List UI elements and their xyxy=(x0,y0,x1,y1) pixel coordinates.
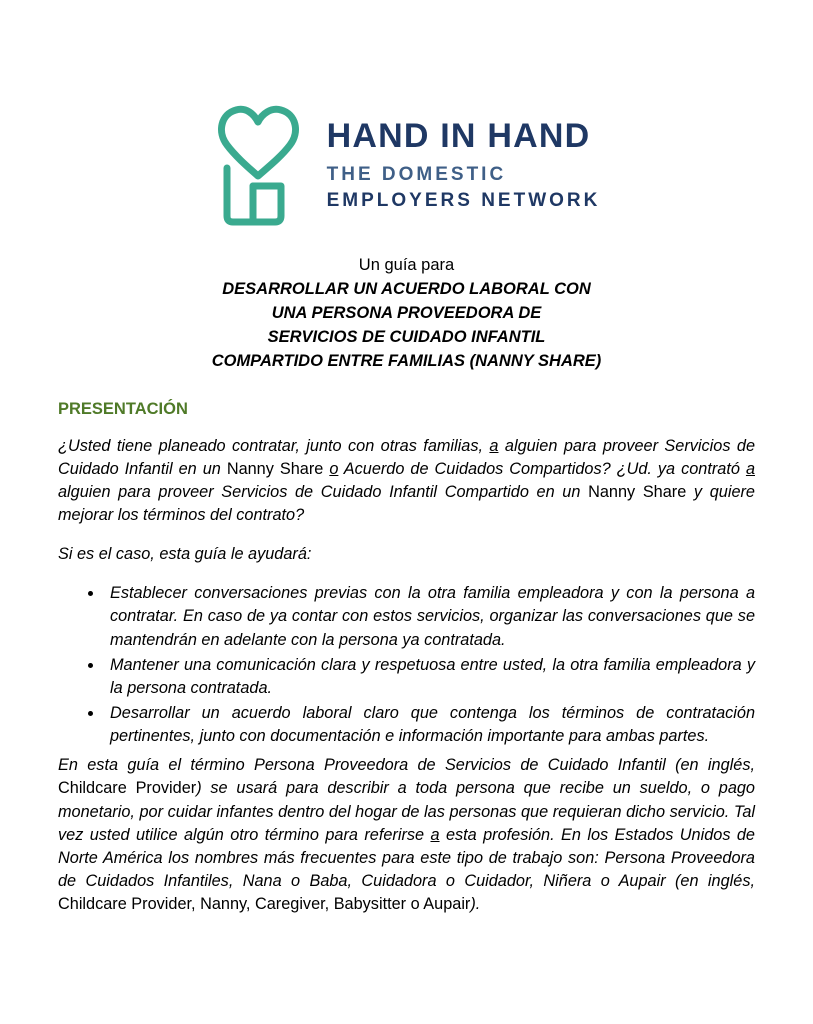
title-preline: Un guía para xyxy=(358,256,455,274)
list-item: • Establecer conversaciones previas con la otra familia empleadora y con la persona a contratar. En caso de ya contar con estos servicios, organizar las conversaciones que se mantendrán en adelante con la persona ya contratada. xyxy=(104,582,755,651)
intro-p1-underline-3: a xyxy=(745,459,755,478)
list-item: • Desarrollar un acuerdo laboral claro que contenga los términos de contratación pertinentes, junto con documentación e información importante para ambas partes. xyxy=(104,702,755,748)
tail-seg-c: esta profesión. En los Estados Unidos de Norte América los nombres más frecuentes para este tipo de trabajo son: Persona Proveedora de Cuidados Infantiles, Nana o Baba, Cuidadora o Cuidador, Niñera o Aupair (en inglés, xyxy=(58,825,755,890)
intro-p1-underline-1: a xyxy=(489,436,499,455)
tail-term-childcare-provider: Childcare Provider xyxy=(58,779,197,798)
brand-logo xyxy=(58,98,755,228)
document-title xyxy=(58,254,755,374)
intro-paragraph-2: Si es el caso, esta guía le ayudará: xyxy=(58,545,312,564)
heart-house-icon xyxy=(213,98,305,228)
title-line-2: UNA PERSONA PROVEEDORA DE xyxy=(271,303,542,322)
logo-subtitle-line2: EMPLOYERS NETWORK xyxy=(326,189,601,211)
logo-title: HAND IN HAND xyxy=(326,116,591,155)
list-item: • Mantener una comunicación clara y respetuosa entre usted, la otra familia empleadora y la persona contratada. xyxy=(104,654,755,700)
intro-p1-seg-b: alguien para proveer Servicios de Cuidado Infantil en un xyxy=(58,436,755,478)
intro-p1-seg-d: Acuerdo de Cuidados Compartidos? ¿Ud. ya contrató xyxy=(338,459,746,478)
logo-subtitle-line1: THE DOMESTIC xyxy=(326,164,507,186)
logo-wordmark xyxy=(327,113,601,214)
intro-p1-seg-e: alguien para proveer Servicios de Cuidado Infantil Compartido en un xyxy=(58,482,589,501)
tail-underline-1: a xyxy=(430,825,440,844)
title-line-1: DESARROLLAR UN ACUERDO LABORAL CON xyxy=(222,279,591,298)
intro-p1-nannyshare-2: Nanny Share xyxy=(588,482,687,501)
intro-p1-seg-f: y quiere mejorar los términos del contrato? xyxy=(58,482,755,525)
intro-p1-nannyshare-1: Nanny Share xyxy=(226,459,324,478)
intro-p1-underline-2: o xyxy=(329,459,339,478)
tail-term-english-list: Childcare Provider, Nanny, Caregiver, Babysitter o Aupair xyxy=(58,895,471,914)
intro-paragraph-1 xyxy=(58,435,755,528)
tail-seg-d: ). xyxy=(470,895,481,914)
title-line-3: SERVICIOS DE CUIDADO INFANTIL xyxy=(267,327,546,346)
title-line-4: COMPARTIDO ENTRE FAMILIAS (NANNY SHARE) xyxy=(211,351,602,370)
tail-seg-a: En esta guía el término Persona Proveedora de Servicios de Cuidado Infantil (en inglés, xyxy=(58,756,755,775)
intro-p1-seg-a: ¿Usted tiene planeado contratar, junto con otras familias, xyxy=(58,436,490,455)
tail-seg-b: ) se usará para describir a toda persona que recibe un sueldo, o pago monetario, por cuidar infantes dentro del hogar de las personas que requieran dicho servicio. Tal vez usted utilice algún otro término para referirse xyxy=(58,779,755,844)
section-heading-presentacion: PRESENTACIÓN xyxy=(58,399,188,418)
terminology-paragraph xyxy=(58,754,755,916)
benefits-list xyxy=(58,582,755,748)
